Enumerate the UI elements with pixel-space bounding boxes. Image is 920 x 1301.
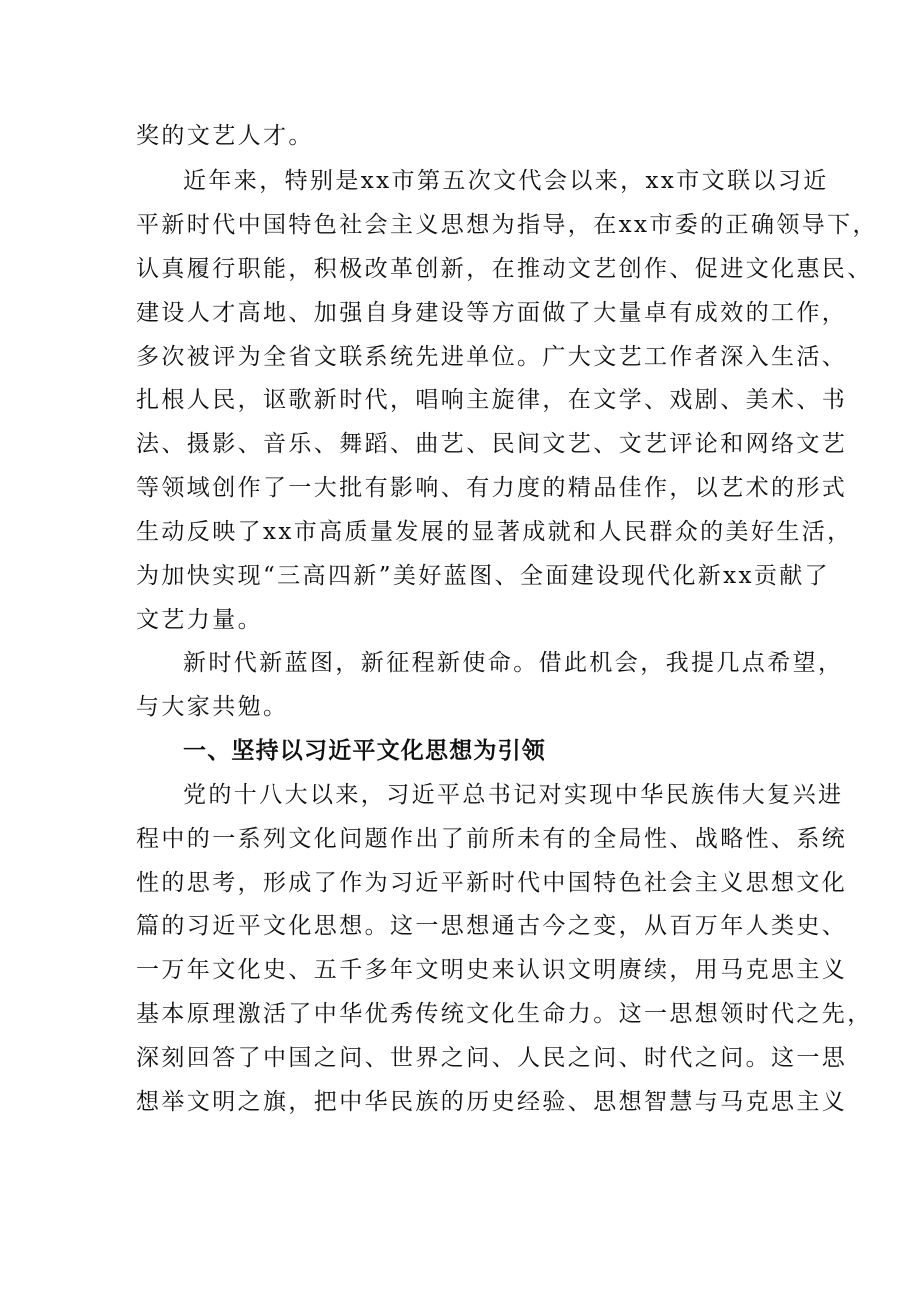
paragraph-4-line-1: 党的十八大以来，习近平总书记对实现中华民族伟大复兴进 bbox=[183, 782, 844, 808]
paragraph-2-line-6: 扎根人民，讴歌新时代，唱响主旋律，在文学、戏剧、美术、书 bbox=[136, 387, 848, 413]
section-heading-1: 一、坚持以习近平文化思想为引领 bbox=[183, 738, 546, 764]
paragraph-4-line-6: 基本原理激活了中华优秀传统文化生命力。这一思想领时代之先， bbox=[136, 1001, 873, 1027]
paragraph-2-line-9: 生动反映了xx市高质量发展的显著成就和人民群众的美好生活， bbox=[136, 519, 853, 545]
paragraph-4-line-8: 想举文明之旗，把中华民族的历史经验、思想智慧与马克思主义 bbox=[136, 1089, 848, 1115]
paragraph-2-line-10: 为加快实现“三高四新”美好蓝图、全面建设现代化新xx贡献了 bbox=[136, 563, 831, 589]
paragraph-2-line-8: 等领域创作了一大批有影响、有力度的精品佳作，以艺术的形式 bbox=[136, 475, 848, 501]
paragraph-4-line-2: 程中的一系列文化问题作出了前所未有的全局性、战略性、系统 bbox=[136, 826, 848, 852]
paragraph-2-line-2: 平新时代中国特色社会主义思想为指导，在xx市委的正确领导下， bbox=[136, 212, 878, 238]
paragraph-2-line-7: 法、摄影、音乐、舞蹈、曲艺、民间文艺、文艺评论和网络文艺 bbox=[136, 431, 848, 457]
paragraph-2-line-5: 多次被评为全省文联系统先进单位。广大文艺工作者深入生活、 bbox=[136, 344, 848, 370]
paragraph-3-line-2: 与大家共勉。 bbox=[136, 694, 289, 720]
paragraph-2-line-4: 建设人才高地、加强自身建设等方面做了大量卓有成效的工作， bbox=[136, 300, 848, 326]
paragraph-2-line-11: 文艺力量。 bbox=[136, 607, 263, 633]
paragraph-2-line-1: 近年来，特别是xx市第五次文代会以来，xx市文联以习近 bbox=[183, 168, 829, 194]
paragraph-1-line-1: 奖的文艺人才。 bbox=[136, 123, 314, 149]
paragraph-2-line-3: 认真履行职能，积极改革创新，在推动文艺创作、促进文化惠民、 bbox=[136, 256, 873, 282]
paragraph-4-line-5: 一万年文化史、五千多年文明史来认识文明赓续，用马克思主义 bbox=[136, 957, 848, 983]
paragraph-4-line-7: 深刻回答了中国之问、世界之问、人民之问、时代之问。这一思 bbox=[136, 1045, 848, 1071]
paragraph-3-line-1: 新时代新蓝图，新征程新使命。借此机会，我提几点希望， bbox=[183, 650, 844, 676]
paragraph-4-line-4: 篇的习近平文化思想。这一思想通古今之变，从百万年人类史、 bbox=[136, 913, 848, 939]
paragraph-4-line-3: 性的思考，形成了作为习近平新时代中国特色社会主义思想文化 bbox=[136, 870, 848, 896]
